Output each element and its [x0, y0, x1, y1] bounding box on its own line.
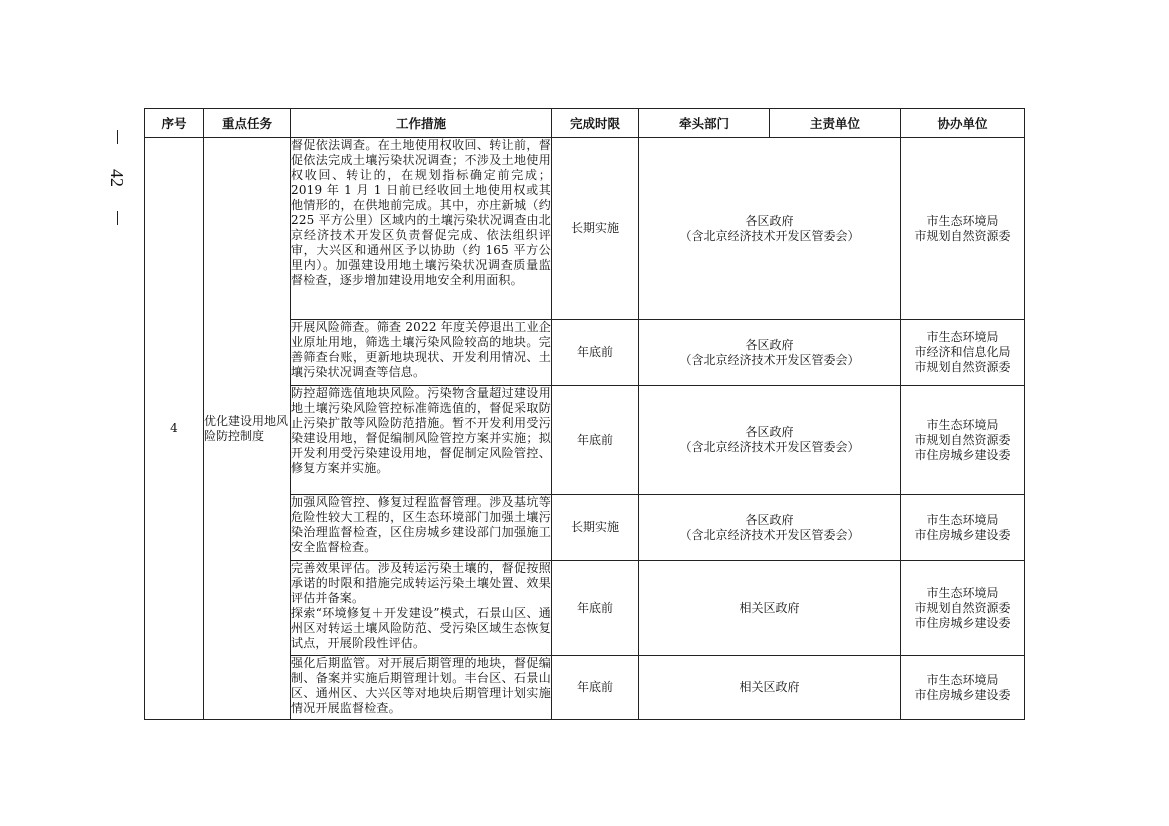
- assist-line: 市生态环境局: [926, 213, 999, 228]
- lead-line: （含北京经济技术开发区管委会）: [679, 352, 860, 367]
- lead-line: 各区政府: [745, 512, 794, 527]
- seq-cell: 4: [145, 138, 204, 720]
- header-assist: 协办单位: [901, 109, 1025, 138]
- deadline-cell: 年底前: [552, 386, 639, 495]
- lead-line: 各区政府: [745, 213, 794, 228]
- lead-line: 各区政府: [745, 337, 794, 352]
- assist-cell: [901, 561, 1025, 656]
- assist-line: 市生态环境局: [926, 417, 999, 432]
- deadline-cell: 长期实施: [552, 495, 639, 561]
- header-responsible: 主责单位: [770, 109, 901, 138]
- assist-line: 市生态环境局: [926, 330, 999, 344]
- lead-line: （含北京经济技术开发区管委会）: [679, 527, 860, 542]
- page-number-dash-top: [117, 130, 118, 144]
- assist-line: 市住房城乡建设委: [914, 615, 1011, 630]
- measure-cell: [291, 561, 552, 656]
- lead-cell: [639, 138, 901, 320]
- assist-line: 市规划自然资源委: [914, 228, 1011, 243]
- page-number: [100, 130, 134, 225]
- assist-line: 市住房城乡建设委: [914, 687, 1011, 702]
- assist-cell: [901, 495, 1025, 561]
- lead-line: 相关区政府: [739, 680, 800, 694]
- deadline-cell: 长期实施: [552, 138, 639, 320]
- measure-cell: 防控超筛选值地块风险。污染物含量超过建设用地土壤污染风险管控标准筛选值的，督促采取防止污染扩散等风险防范措施。暂不开发利用受污染建设用地，督促编制风险管控方案并实施；拟开发利用受污染建设用地，督促制定风险管控、修复方案并实施。: [291, 386, 552, 495]
- assist-line: 市生态环境局: [926, 585, 999, 600]
- deadline-cell: 年底前: [552, 320, 639, 386]
- lead-line: 各区政府: [745, 425, 794, 439]
- header-lead: 牵头部门: [639, 109, 770, 138]
- task-table: [144, 108, 1025, 720]
- assist-line: 市规划自然资源委: [914, 360, 1011, 374]
- header-seq: 序号: [145, 109, 204, 138]
- lead-line: 相关区政府: [739, 600, 800, 615]
- header-task: 重点任务: [204, 109, 291, 138]
- table-row: [145, 138, 1025, 320]
- assist-line: 市生态环境局: [926, 672, 999, 687]
- header-measure: 工作措施: [291, 109, 552, 138]
- assist-line: 市规划自然资源委: [914, 432, 1011, 447]
- lead-cell: [639, 561, 901, 656]
- measure-paragraph: 完善效果评估。涉及转运污染土壤的，督促按照承诺的时限和措施完成转运污染土壤处置、效果评估并备案。: [291, 561, 551, 605]
- assist-line: 市经济和信息化局: [914, 345, 1011, 359]
- assist-line: 市住房城乡建设委: [914, 447, 1011, 462]
- assist-cell: [901, 138, 1025, 320]
- lead-line: （含北京经济技术开发区管委会）: [679, 228, 860, 243]
- lead-cell: [639, 386, 901, 495]
- task-cell: 优化建设用地风险防控制度: [204, 138, 291, 720]
- page-number-text: 42: [107, 168, 127, 187]
- measure-cell: 强化后期监管。对开展后期管理的地块，督促编制、备案并实施后期管理计划。丰台区、石景山区、通州区、大兴区等对地块后期管理计划实施情况开展监督检查。: [291, 656, 552, 720]
- lead-cell: [639, 495, 901, 561]
- page-number-dash-bottom: [117, 211, 118, 225]
- assist-cell: [901, 656, 1025, 720]
- measure-cell: 开展风险筛查。筛查 2022 年度关停退出工业企业原址用地，筛选土壤污染风险较高的地块。完善筛查台账，更新地块现状、开发利用情况、土壤污染状况调查等信息。: [291, 320, 552, 386]
- deadline-cell: 年底前: [552, 656, 639, 720]
- lead-cell: [639, 656, 901, 720]
- assist-cell: [901, 320, 1025, 386]
- measure-cell: 督促依法调查。在土地使用权收回、转让前，督促依法完成土壤污染状况调查；不涉及土地使用权收回、转让的，在规划指标确定前完成；2019 年 1 月 1 日前已经收回土地使用权或其他情形的，在供地前完成。其中，亦庄新城（约 225 平方公里）区域内的土壤污染状况调查由北京经济技术开发区负责督促完成、依法组织评审，大兴区和通州区予以协助（约 165 平方公里内）。加强建设用地土壤污染状况调查质量监督检查，逐步增加建设用地安全利用面积。: [291, 138, 552, 320]
- deadline-cell: 年底前: [552, 561, 639, 656]
- measure-paragraph: 探索“环境修复＋开发建设”模式，石景山区、通州区对转运土壤风险防范、受污染区域生态恢复试点，开展阶段性评估。: [291, 606, 551, 650]
- table-header-row: [145, 109, 1025, 138]
- measure-cell: 加强风险管控、修复过程监督管理。涉及基坑等危险性较大工程的，区生态环境部门加强土壤污染治理监督检查，区住房城乡建设部门加强施工安全监督检查。: [291, 495, 552, 561]
- lead-line: （含北京经济技术开发区管委会）: [679, 440, 860, 454]
- assist-cell: [901, 386, 1025, 495]
- assist-line: 市生态环境局: [926, 512, 999, 527]
- header-deadline: 完成时限: [552, 109, 639, 138]
- assist-line: 市住房城乡建设委: [914, 527, 1011, 542]
- lead-cell: [639, 320, 901, 386]
- assist-line: 市规划自然资源委: [914, 600, 1011, 615]
